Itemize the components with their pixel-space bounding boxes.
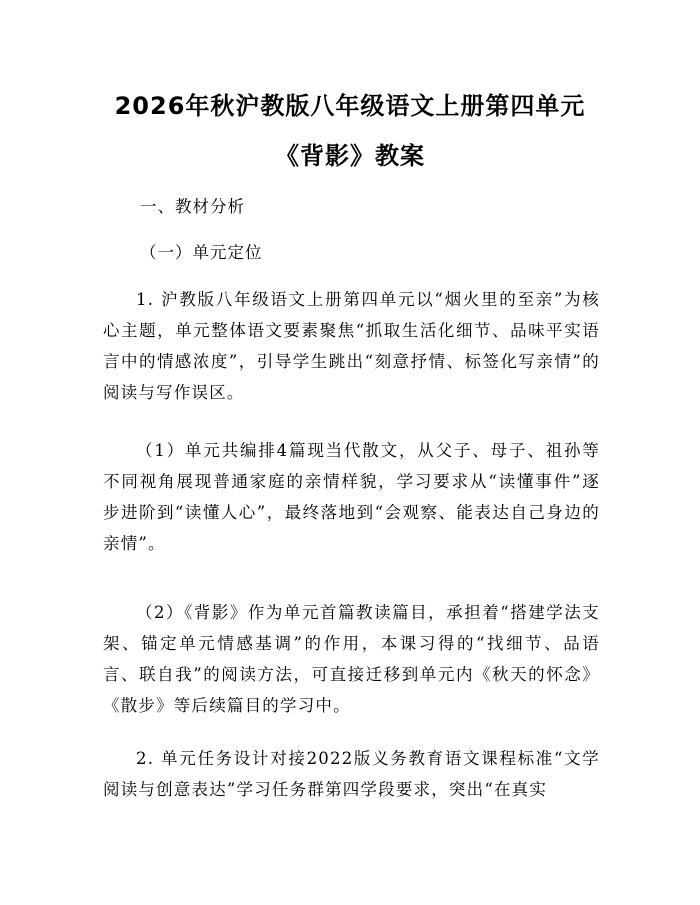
paragraph-2: （1）单元共编排4篇现当代散文，从父子、母子、祖孙等不同视角展现普通家庭的亲情样貌，学习要求从“读懂事件”逐步进阶到“读懂人心”，最终落地到“会观察、能表达自己身边的亲情”。 (103, 441, 600, 553)
document-title-line-1: 2026年秋沪教版八年级语文上册第四单元 (114, 92, 586, 120)
paragraph-4: 2. 单元任务设计对接2022版义务教育语文课程标准“文学阅读与创意表达”学习任务群第四学段要求，突出“在真实 (103, 749, 600, 799)
document-title-line-2: 《背影》教案 (275, 142, 425, 170)
section-heading: 一、教材分析 (140, 197, 245, 216)
paragraph-3: （2）《背影》作为单元首篇教读篇目，承担着“搭建学法支架、锚定单元情感基调”的作用，本课习得的“找细节、品语言、联自我”的阅读方法，可直接迁移到单元内《秋天的怀念》《散步》等后续篇目的学习中。 (103, 603, 600, 715)
subsection-heading: （一）单元定位 (140, 243, 263, 262)
paragraph-1: 1. 沪教版八年级语文上册第四单元以“烟火里的至亲”为核心主题，单元整体语文要素聚焦“抓取生活化细节、品味平实语言中的情感浓度”，引导学生跳出“刻意抒情、标签化写亲情”的阅读与写作误区。 (103, 290, 600, 402)
